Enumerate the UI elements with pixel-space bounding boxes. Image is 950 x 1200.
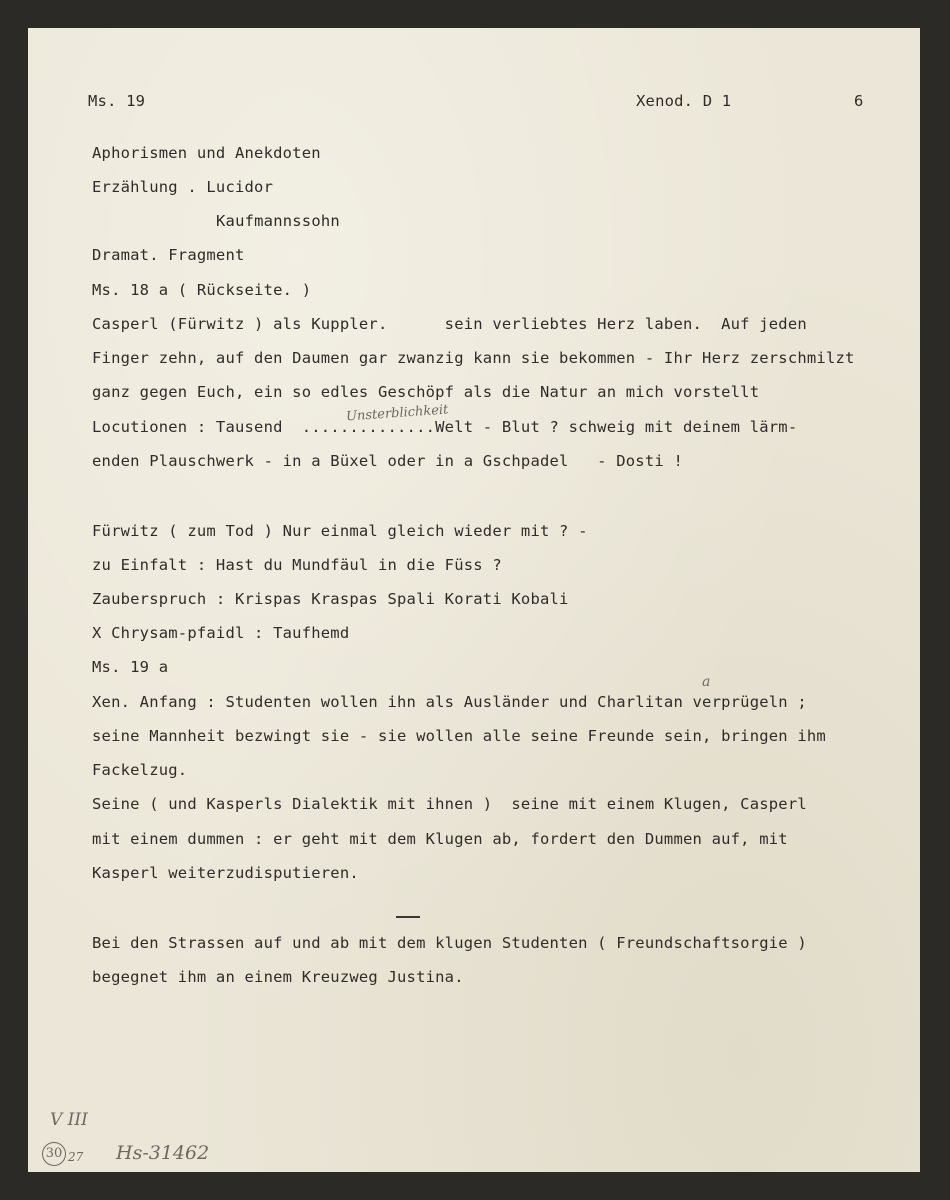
text-line: Locutionen : Tausend ..............Welt - Blut ? schweig mit deinem lärm-: [92, 418, 798, 436]
text-line: Xen. Anfang : Studenten wollen ihn als Ausländer und Charlitan verprügeln ;: [92, 693, 807, 711]
separator-dash: [396, 916, 420, 918]
text-line: Ms. 19 a: [92, 658, 169, 676]
text-line: seine Mannheit bezwingt sie - sie wollen alle seine Freunde sein, bringen ihm: [92, 727, 826, 745]
text-line: Bei den Strassen auf und ab mit dem klugen Studenten ( Freundschaftsorgie ): [92, 934, 807, 952]
text-line: Aphorismen und Anekdoten: [92, 144, 321, 162]
text-line: mit einem dummen : er geht mit dem Klugen ab, fordert den Dummen auf, mit: [92, 830, 788, 848]
text-line: Ms. 18 a ( Rückseite. ): [92, 281, 312, 299]
text-line: begegnet ihm an einem Kreuzweg Justina.: [92, 968, 464, 986]
handwritten-correction: a: [702, 674, 711, 690]
document-page: [28, 28, 920, 1172]
text-line: Fackelzug.: [92, 761, 188, 779]
text-line: Erzählung . Lucidor: [92, 178, 274, 196]
text-line: enden Plauschwerk - in a Büxel oder in a Gschpadel - Dosti !: [92, 452, 683, 470]
folio-number: 27: [68, 1150, 84, 1164]
header-page-number: 6: [854, 92, 864, 110]
text-line: Dramat. Fragment: [92, 246, 245, 264]
text-line: Kaufmannssohn: [216, 212, 340, 230]
text-line: X Chrysam-pfaidl : Taufhemd: [92, 624, 350, 642]
header-ref: Xenod. D 1: [636, 92, 732, 110]
archive-mark: V III: [50, 1110, 88, 1130]
text-line: Seine ( und Kasperls Dialektik mit ihnen ) seine mit einem Klugen, Casperl: [92, 795, 807, 813]
text-line: Zauberspruch : Krispas Kraspas Spali Korati Kobali: [92, 590, 569, 608]
text-line: Fürwitz ( zum Tod ) Nur einmal gleich wieder mit ? -: [92, 522, 588, 540]
text-line: Casperl (Fürwitz ) als Kuppler. sein verliebtes Herz laben. Auf jeden: [92, 315, 807, 333]
folio-circled: 30: [42, 1142, 66, 1166]
handwritten-insertion: Unsterblichkeit: [345, 402, 449, 425]
text-line: Kasperl weiterzudisputieren.: [92, 864, 359, 882]
text-line: ganz gegen Euch, ein so edles Geschöpf als die Natur an mich vorstellt: [92, 383, 760, 401]
header-ms: Ms. 19: [88, 92, 146, 110]
text-line: zu Einfalt : Hast du Mundfäul in die Füss ?: [92, 556, 502, 574]
catalog-signature: Hs-31462: [116, 1142, 210, 1164]
text-line: Finger zehn, auf den Daumen gar zwanzig kann sie bekommen - Ihr Herz zerschmilzt: [92, 349, 855, 367]
